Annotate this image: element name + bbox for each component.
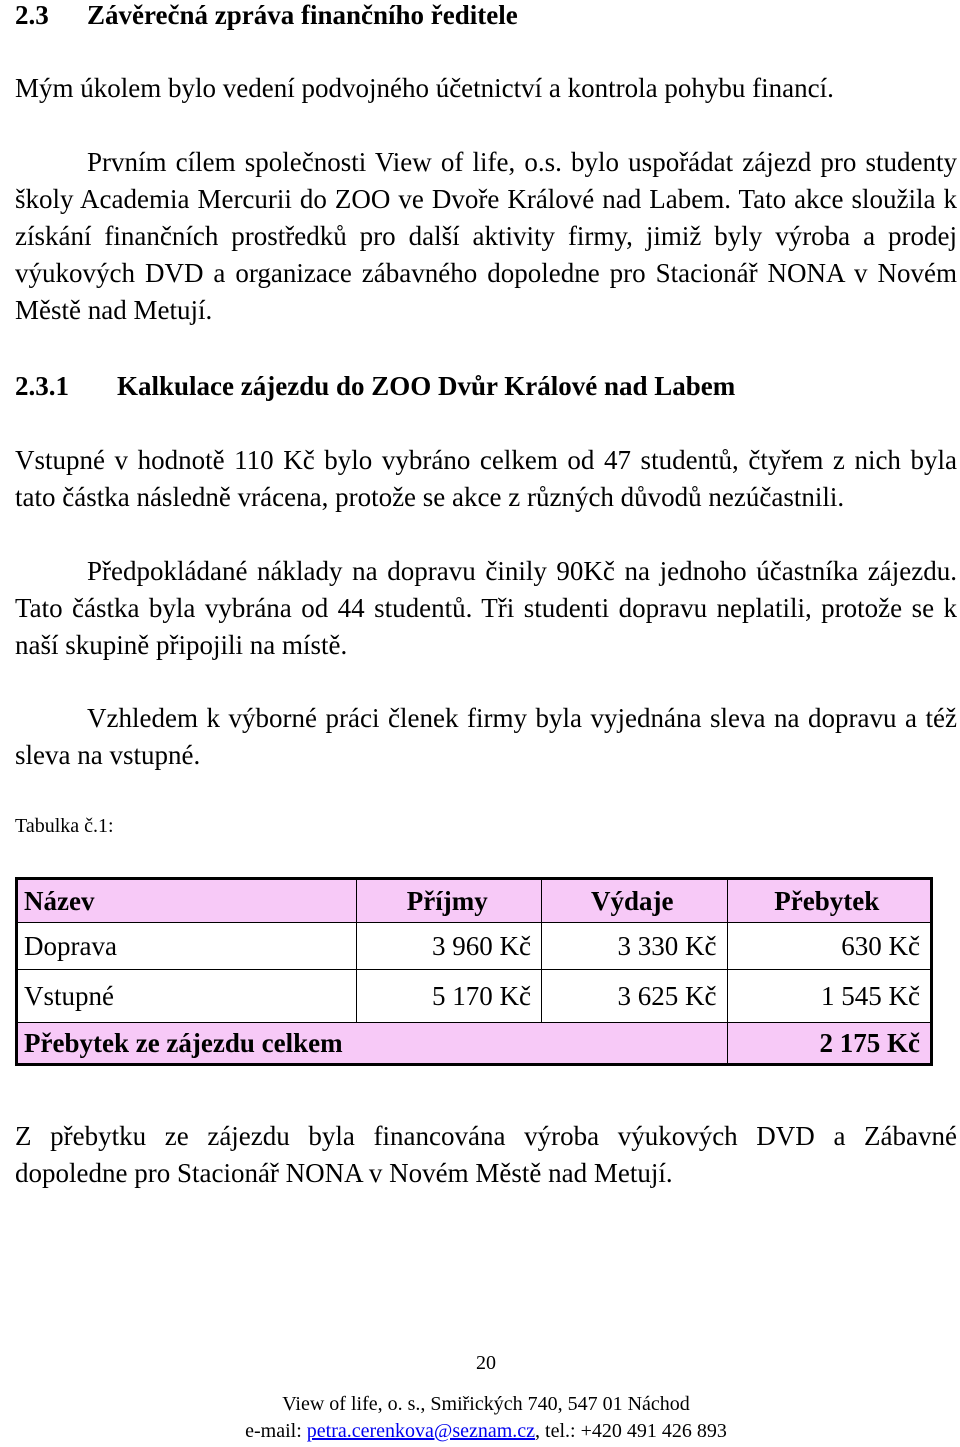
intro-paragraph-2-text: Prvním cílem společnosti View of life, o.s. bylo uspořádat zájezd pro studenty školy Academia Mercurii do ZOO ve Dvoře Králové nad Labem. Tato akce sloužila k získání finančních prostředků pro další aktivity firmy, jimiž byly výroba a prodej výukových DVD a organizace zábavného dopoledne pro Stacionář NONA v Novém Městě nad Metují. [15,147,957,325]
body-paragraph-1: Vstupné v hodnotě 110 Kč bylo vybráno celkem od 47 studentů, čtyřem z nich byla tato částka následně vrácena, protože se akce z různých důvodů nezúčastnili. [15,445,957,512]
table-row [17,923,932,970]
header-income: Příjmy [357,879,542,923]
subsection-number: 2.3.1 [15,371,69,401]
footer-email-label: e-mail: [245,1420,307,1442]
table-header-row [17,879,932,923]
header-expenses: Výdaje [541,879,727,923]
subsection-title: Kalkulace zájezdu do ZOO Dvůr Králové nad Labem [117,371,736,401]
header-surplus: Přebytek [727,879,931,923]
row-name: Doprava [17,923,357,970]
closing-paragraph: Z přebytku ze zájezdu byla financována výroba výukových DVD a Zábavné dopoledne pro Stacionář NONA v Novém Městě nad Metují. [15,1121,957,1188]
footer-contact [15,1418,957,1444]
page-number: 20 [476,1352,496,1374]
row-surplus: 630 Kč [727,923,931,970]
section-title: Závěrečná zpráva finančního ředitele [87,0,518,30]
row-income: 5 170 Kč [357,970,542,1023]
row-name: Vstupné [17,970,357,1023]
table-row [17,970,932,1023]
row-expenses: 3 625 Kč [541,970,727,1023]
table-caption: Tabulka č.1: [15,815,114,837]
section-number: 2.3 [15,0,49,30]
row-expenses: 3 330 Kč [541,923,727,970]
table-total-row [17,1023,932,1065]
body-paragraph-3 [15,700,957,774]
total-value: 2 175 Kč [727,1023,931,1065]
footer-phone: , tel.: +420 491 426 893 [535,1420,727,1442]
body-paragraph-2 [15,553,957,664]
footer-email-link[interactable]: petra.cerenkova@seznam.cz [306,1420,536,1442]
footer-address: View of life, o. s., Smiřických 740, 547 01 Náchod [282,1393,690,1415]
financial-table [15,877,933,1066]
header-name: Název [17,879,357,923]
row-income: 3 960 Kč [357,923,542,970]
section-heading [15,0,518,33]
row-surplus: 1 545 Kč [727,970,931,1023]
total-label: Přebytek ze zájezdu celkem [17,1023,728,1065]
body-paragraph-2-text: Předpokládané náklady na dopravu činily 90Kč na jednoho účastníka zájezdu. Tato částka byla vybrána od 44 studentů. Tři studenti dopravu neplatili, protože se k naší skupině připojili na místě. [15,556,957,660]
body-paragraph-3-text: Vzhledem k výborné práci členek firmy byla vyjednána sleva na dopravu a též sleva na vstupné. [15,703,957,770]
subsection-heading [15,368,735,404]
intro-paragraph-1: Mým úkolem bylo vedení podvojného účetnictví a kontrola pohybu financí. [15,73,834,103]
intro-paragraph-2 [15,144,957,329]
